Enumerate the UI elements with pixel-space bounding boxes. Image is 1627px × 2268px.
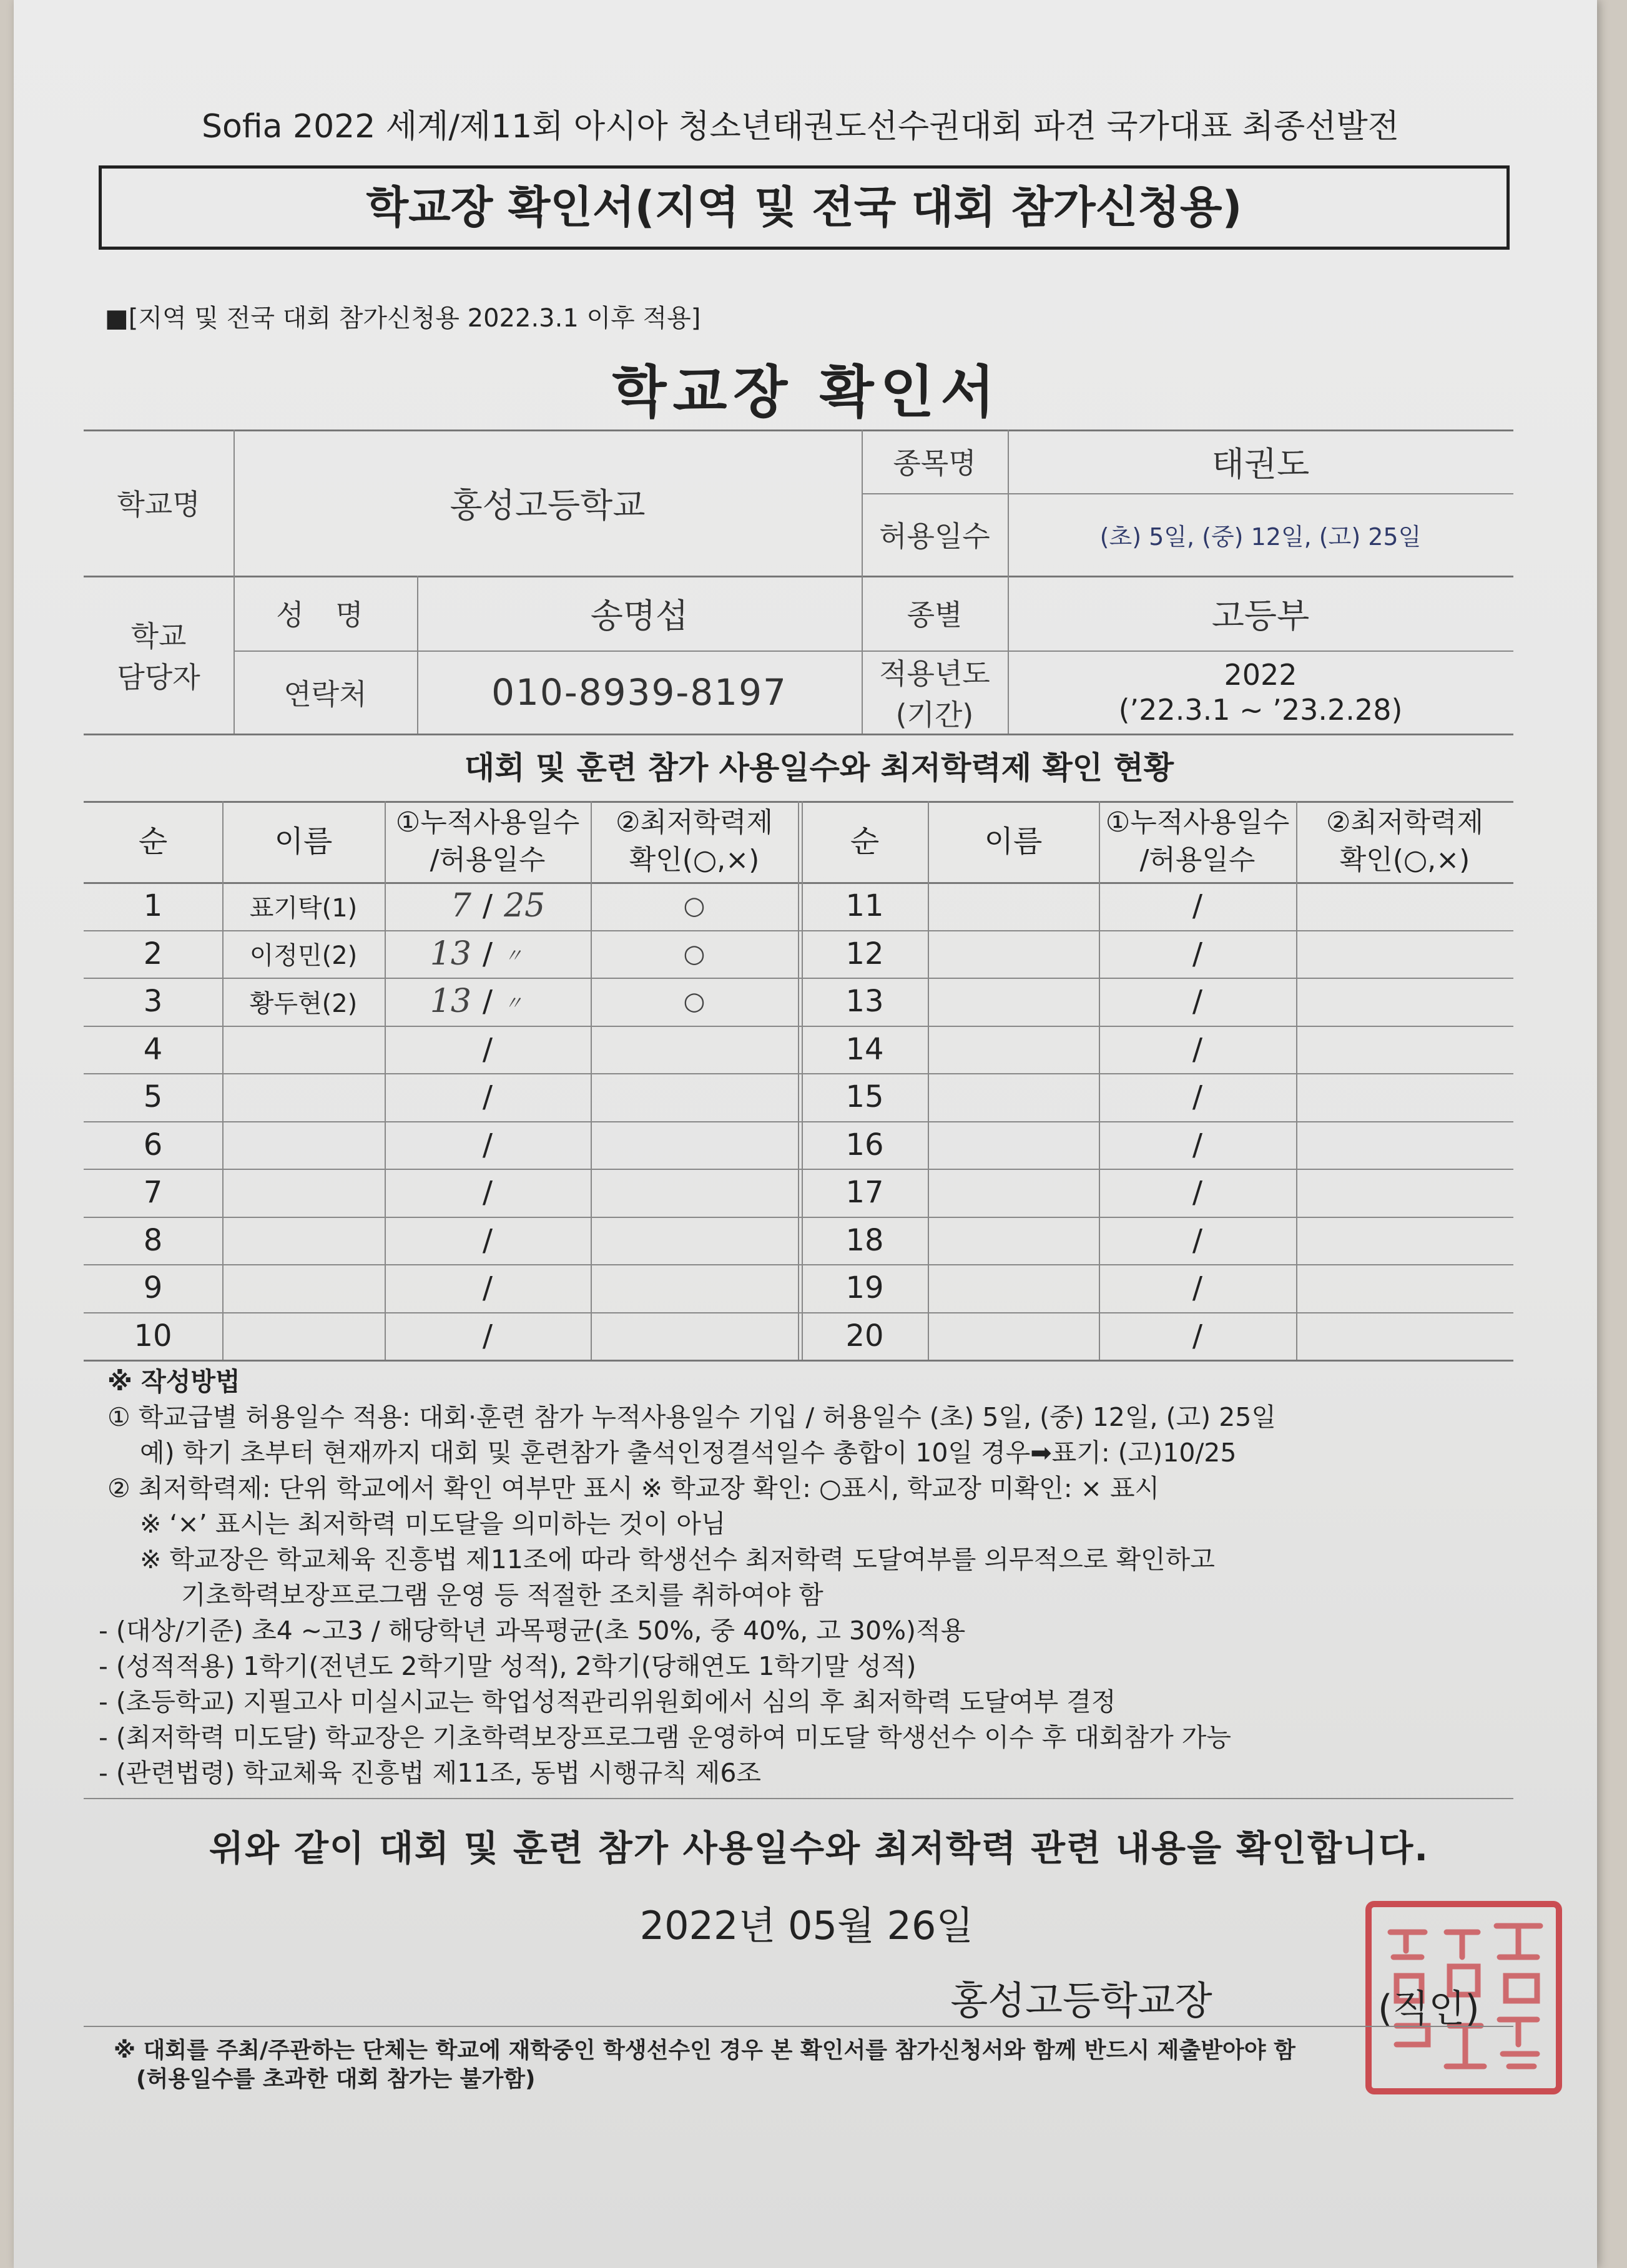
notes-line: - (관련법령) 학교체육 진흥법 제11조, 동법 시행규칙 제6조	[99, 1758, 762, 1788]
row-number: 12	[845, 936, 884, 971]
notes-line: - (성적적용) 1학기(전년도 2학기말 성적), 2학기(당해연도 1학기말 성적)	[99, 1651, 917, 1681]
col-header-days-line1: ①누적사용일수	[395, 807, 580, 838]
col-header-no-right: 순	[850, 824, 880, 859]
col-header-check-line2: 확인(○,×)	[629, 844, 760, 876]
min-academic-check: ○	[683, 891, 705, 921]
min-academic-check	[1296, 930, 1513, 978]
sport-label: 종목명	[893, 446, 976, 480]
col-header-name-left: 이름	[274, 824, 333, 859]
principal-name: 홍성고등학교장	[950, 1978, 1212, 2023]
allowed-value: (초) 5일, (중) 12일, (고) 25일	[1099, 523, 1422, 551]
row-number: 14	[845, 1031, 884, 1067]
slash: /	[482, 1127, 493, 1162]
min-academic-check	[1296, 1169, 1513, 1217]
used-allowed-days	[385, 1312, 591, 1360]
row-number: 11	[845, 888, 884, 924]
student-name	[222, 1073, 385, 1121]
contact-label: 연락처	[283, 677, 367, 711]
slash: /	[482, 984, 493, 1019]
row-number: 19	[845, 1270, 884, 1306]
slash: /	[482, 936, 493, 971]
min-academic-check	[1296, 1217, 1513, 1265]
notes-line: 예) 학기 초부터 현재까지 대회 및 훈련참가 출석인정결석일수 총합이 10일 경우➡표기: (고)10/25	[140, 1438, 1237, 1468]
used-allowed-days: /	[1192, 984, 1203, 1019]
notes-line: ② 최저학력제: 단위 학교에서 확인 여부만 표시 ※ 학교장 확인: ○표시, 학교장 미확인: × 표시	[107, 1473, 1160, 1503]
student-name	[928, 1073, 1099, 1121]
document-paper	[14, 0, 1597, 2268]
row-number: 1	[143, 888, 163, 924]
used-allowed-days	[385, 1169, 591, 1217]
min-academic-check	[591, 1026, 798, 1074]
used-allowed-days: /	[1192, 1318, 1203, 1353]
division-label: 종별	[907, 598, 963, 632]
student-name	[928, 1217, 1099, 1265]
manager-label	[84, 576, 233, 734]
notes-line: ※ ‘×’ 표시는 최저학력 미도달을 의미하는 것이 아님	[140, 1509, 726, 1539]
col-header-name-right: 이름	[984, 824, 1043, 859]
min-academic-check	[1296, 1073, 1513, 1121]
notes-line: ① 학교급별 허용일수 적용: 대회·훈련 참가 누적사용일수 기입 / 허용일수 (초) 5일, (중) 12일, (고) 25일	[107, 1402, 1276, 1432]
row-number: 10	[134, 1318, 172, 1353]
allowed-label: 허용일수	[879, 519, 990, 553]
allowed-days: 〃	[504, 993, 523, 1015]
student-name	[928, 1026, 1099, 1074]
slash: /	[482, 888, 493, 924]
student-name	[928, 882, 1099, 930]
row-number: 4	[143, 1031, 163, 1067]
student-name: 황두현(2)	[249, 989, 358, 1018]
col-header-no-left: 순	[138, 824, 168, 859]
col-header-check-line2: 확인(○,×)	[1339, 844, 1470, 876]
student-name	[222, 1121, 385, 1169]
slash: /	[482, 1318, 493, 1353]
manager-label-line1: 학교	[130, 619, 187, 653]
row-number: 3	[143, 984, 163, 1019]
col-header-check-line1: ②최저학력제	[616, 807, 773, 838]
row-number: 8	[143, 1222, 163, 1258]
row-number: 5	[143, 1079, 163, 1115]
issue-date: 2022년 05월 26일	[639, 1903, 974, 1948]
row-number: 6	[143, 1127, 163, 1162]
col-header-check-left	[591, 801, 798, 882]
table-col-line	[798, 801, 799, 1360]
name-value: 송명섭	[590, 596, 689, 636]
col-header-check-line1: ②최저학력제	[1326, 807, 1483, 838]
notes-line: - (초등학교) 지필고사 미실시교는 학업성적관리위원회에서 심의 후 최저학력 도달여부 결정	[99, 1687, 1116, 1717]
student-name: 표기탁(1)	[249, 893, 358, 923]
seal-label: (직인)	[1378, 1987, 1480, 2031]
min-academic-check	[591, 1121, 798, 1169]
col-header-days-line1: ①누적사용일수	[1105, 807, 1290, 838]
student-name	[222, 1217, 385, 1265]
used-allowed-days: /	[1192, 1127, 1203, 1162]
row-number: 20	[845, 1318, 884, 1353]
min-academic-check	[1296, 1026, 1513, 1074]
student-name	[928, 1169, 1099, 1217]
used-allowed-days: /	[1192, 1175, 1203, 1210]
used-allowed-days	[385, 1026, 591, 1074]
used-allowed-days: /	[1192, 1270, 1203, 1306]
row-number: 17	[845, 1175, 884, 1210]
year-value-line1: 2022	[1224, 657, 1297, 692]
year-label-line2: (기간)	[895, 697, 974, 732]
boxed-title: 학교장 확인서(지역 및 전국 대회 참가신청용)	[99, 165, 1510, 250]
info-line-bottom	[84, 734, 1513, 735]
row-number: 7	[143, 1175, 163, 1210]
year-value	[1008, 650, 1513, 734]
notes-divider	[84, 1798, 1513, 1799]
notes-line: ※ 학교장은 학교체육 진흥법 제11조에 따라 학생선수 최저학력 도달여부를 의무적으로 확인하고	[140, 1544, 1215, 1574]
student-name: 이정민(2)	[249, 941, 358, 971]
student-name	[928, 978, 1099, 1026]
sub-note: ■[지역 및 전국 대회 참가신청용 2022.3.1 이후 적용]	[105, 304, 701, 333]
name-label: 성 명	[276, 598, 375, 632]
school-label: 학교명	[117, 488, 200, 521]
contact-value: 010-8939-8197	[491, 670, 787, 714]
footer-divider	[84, 2026, 1513, 2027]
used-allowed-days: /	[1192, 888, 1203, 924]
min-academic-check	[1296, 1121, 1513, 1169]
min-academic-check	[1296, 978, 1513, 1026]
min-academic-check	[591, 1217, 798, 1265]
used-allowed-days	[385, 1073, 591, 1121]
row-number: 2	[143, 936, 163, 971]
notes-line: - (대상/기준) 초4 ~고3 / 해당학년 과목평균(초 50%, 중 40%, 고 30%)적용	[99, 1616, 966, 1646]
writing-instructions	[99, 1364, 1543, 1791]
allowed-days: 〃	[504, 945, 523, 967]
confirmation-statement: 위와 같이 대회 및 훈련 참가 사용일수와 최저학력 관련 내용을 확인합니다.	[209, 1828, 1429, 1869]
col-header-days-line2: /허용일수	[1139, 844, 1256, 876]
sport-value: 태권도	[1211, 444, 1310, 484]
used-allowed-days	[385, 882, 591, 930]
bottom-note-line2: (허용일수를 초과한 대회 참가는 불가함)	[136, 2066, 536, 2092]
used-allowed-days: /	[1192, 1031, 1203, 1067]
slash: /	[482, 1031, 493, 1067]
min-academic-check	[1296, 1312, 1513, 1360]
used-allowed-days: /	[1192, 1222, 1203, 1258]
used-allowed-days: /	[1192, 936, 1203, 971]
bottom-note	[114, 2036, 1543, 2094]
used-allowed-days	[385, 1217, 591, 1265]
student-name	[928, 1121, 1099, 1169]
student-name	[928, 1312, 1099, 1360]
slash: /	[482, 1222, 493, 1258]
row-number: 18	[845, 1222, 884, 1258]
used-days: 13	[430, 983, 471, 1021]
min-academic-check	[591, 1169, 798, 1217]
year-label-line1: 적용년도	[879, 656, 990, 690]
student-name	[222, 1026, 385, 1074]
used-days: 7	[450, 887, 471, 925]
min-academic-check	[1296, 882, 1513, 930]
event-title: Sofia 2022 세계/제11회 아시아 청소년태권도선수권대회 파견 국가대표 최종선발전	[202, 108, 1399, 145]
min-academic-check: ○	[683, 987, 705, 1016]
used-allowed-days: /	[1192, 1079, 1203, 1115]
slash: /	[482, 1079, 493, 1115]
col-header-check-right	[1296, 801, 1513, 882]
used-allowed-days	[385, 1121, 591, 1169]
min-academic-check: ○	[683, 939, 705, 968]
manager-label-line2: 담당자	[117, 660, 200, 694]
used-allowed-days	[385, 930, 591, 978]
school-value: 홍성고등학교	[450, 485, 646, 525]
student-name	[928, 930, 1099, 978]
slash: /	[482, 1270, 493, 1306]
table-row-line	[84, 1360, 1513, 1362]
year-label	[862, 650, 1008, 734]
section-title: 대회 및 훈련 참가 사용일수와 최저학력제 확인 현황	[464, 750, 1174, 786]
used-allowed-days	[385, 1264, 591, 1312]
slash: /	[482, 1175, 493, 1210]
col-header-days-left	[385, 801, 591, 882]
notes-line: - (최저학력 미도달) 학교장은 기초학력보장프로그램 운영하여 미도달 학생선수 이수 후 대회참가 가능	[99, 1722, 1231, 1752]
used-allowed-days	[385, 978, 591, 1026]
min-academic-check	[1296, 1264, 1513, 1312]
bottom-note-line1: ※ 대회를 주최/주관하는 단체는 학교에 재학중인 학생선수인 경우 본 확인서를 참가신청서와 함께 반드시 제출받아야 함	[114, 2038, 1295, 2063]
division-value: 고등부	[1211, 596, 1310, 636]
min-academic-check	[591, 1312, 798, 1360]
student-name	[222, 1264, 385, 1312]
notes-heading: ※ 작성방법	[107, 1367, 240, 1397]
student-name	[222, 1169, 385, 1217]
used-days: 13	[430, 935, 471, 973]
student-name	[928, 1264, 1099, 1312]
student-name	[222, 1312, 385, 1360]
min-academic-check	[591, 1073, 798, 1121]
main-title: 학교장 확인서	[612, 360, 1001, 425]
row-number: 15	[845, 1079, 884, 1115]
col-header-days-line2: /허용일수	[430, 844, 546, 876]
min-academic-check	[591, 1264, 798, 1312]
row-number: 9	[143, 1270, 163, 1306]
allowed-days: 25	[504, 887, 546, 925]
notes-line: 기초학력보장프로그램 운영 등 적절한 조치를 취하여야 함	[181, 1580, 823, 1610]
row-number: 13	[845, 984, 884, 1019]
year-value-line2: (’22.3.1 ~ ’23.2.28)	[1118, 692, 1403, 727]
col-header-days-right	[1099, 801, 1296, 882]
row-number: 16	[845, 1127, 884, 1162]
